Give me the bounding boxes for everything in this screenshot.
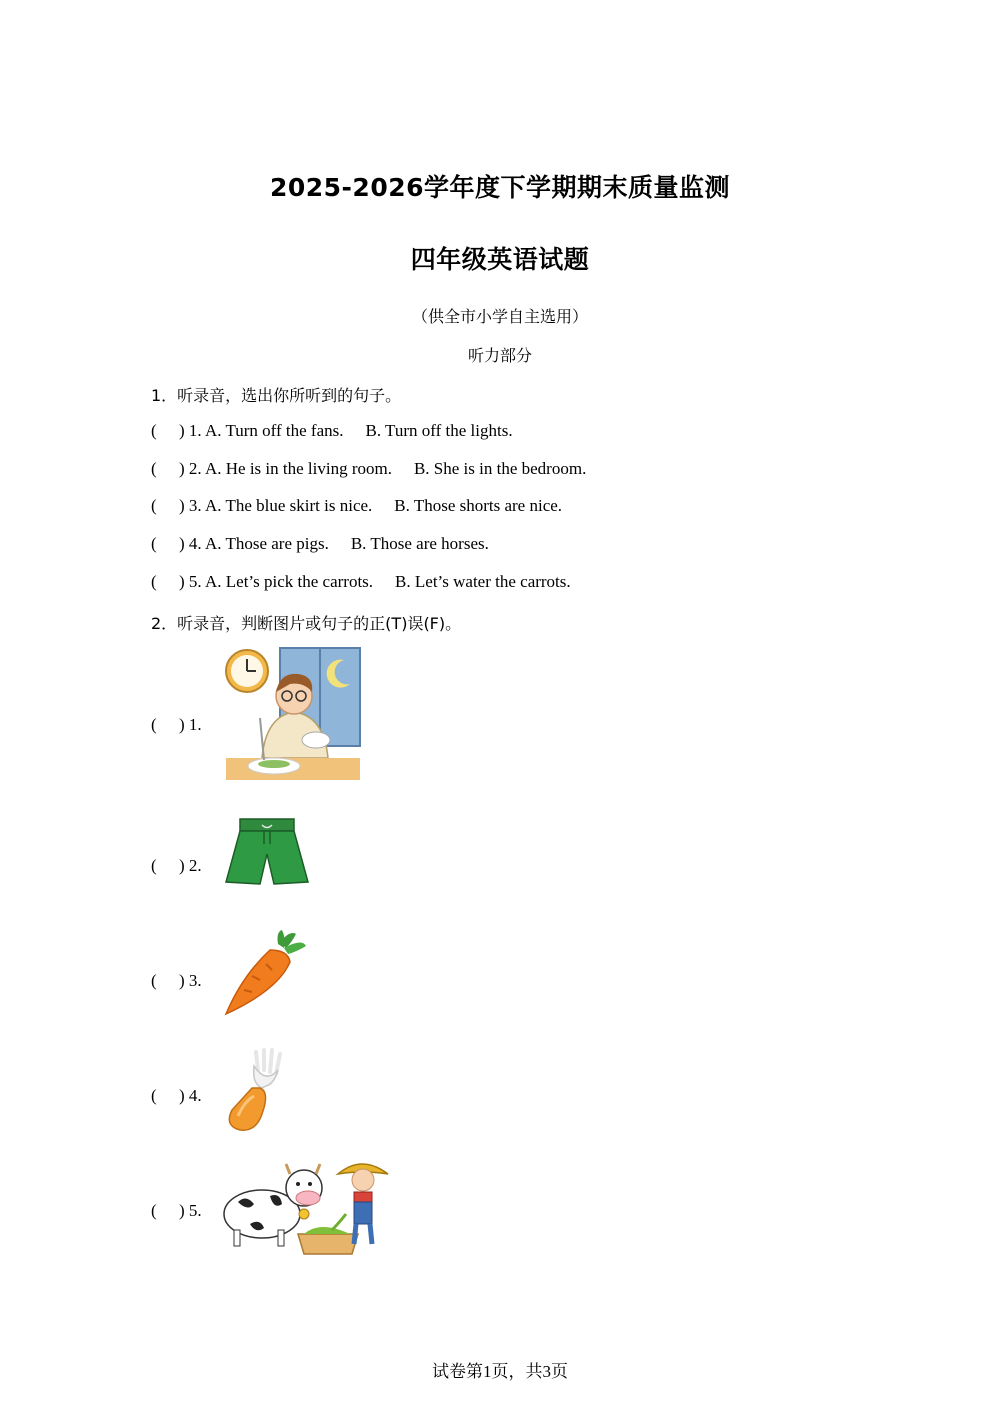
option-a: A. Those are pigs. bbox=[204, 534, 329, 553]
fork-icon bbox=[222, 1044, 286, 1134]
q2-item-3: ( ) 3. bbox=[151, 971, 202, 990]
q1-item-4: ( ) 4. A. Those are pigs. B. Those are horses. bbox=[151, 534, 489, 553]
option-b: B. Turn off the lights. bbox=[365, 421, 513, 440]
option-a: A. Let’s pick the carrots. bbox=[204, 572, 374, 591]
option-b: B. Those are horses. bbox=[350, 534, 489, 553]
section-heading: 听力部分 bbox=[467, 346, 532, 365]
option-b: B. Those shorts are nice. bbox=[394, 496, 563, 515]
green-shorts-icon bbox=[222, 816, 312, 888]
answer-bracket[interactable]: ( bbox=[151, 971, 157, 990]
title-line-2: 四年级英语试题 bbox=[410, 245, 590, 274]
answer-bracket[interactable]: ( bbox=[151, 459, 157, 478]
answer-bracket[interactable]: ( bbox=[151, 856, 157, 875]
boy-eating-dinner-icon bbox=[224, 646, 362, 782]
option-a: A. The blue skirt is nice. bbox=[204, 496, 373, 515]
q2-instruction: 2．听录音，判断图片或句子的正(T)误(F)。 bbox=[151, 614, 462, 633]
page-footer: 试卷第1页，共3页 bbox=[432, 1362, 568, 1381]
usage-note: （供全市小学自主选用） bbox=[411, 307, 588, 326]
carrot-icon bbox=[222, 928, 308, 1016]
q1-item-2: ( ) 2. A. He is in the living room. B. She is in the bedroom. bbox=[151, 459, 587, 478]
option-a: A. He is in the living room. bbox=[204, 459, 392, 478]
answer-bracket[interactable]: ( bbox=[151, 572, 157, 591]
option-b: B. She is in the bedroom. bbox=[413, 459, 587, 478]
answer-bracket[interactable]: ( bbox=[151, 496, 157, 515]
q2-item-4: ( ) 4. bbox=[151, 1086, 202, 1105]
answer-bracket[interactable]: ( bbox=[151, 421, 157, 440]
q1-item-5: ( ) 5. A. Let’s pick the carrots. B. Let’s water the carrots. bbox=[151, 572, 571, 591]
answer-bracket[interactable]: ( bbox=[151, 1201, 157, 1220]
q1-instruction: 1．听录音，选出你所听到的句子。 bbox=[151, 386, 402, 405]
option-a: A. Turn off the fans. bbox=[204, 421, 344, 440]
option-b: B. Let’s water the carrots. bbox=[395, 572, 571, 591]
q2-item-1: ( ) 1. bbox=[151, 715, 202, 734]
farmer-feeding-cow-icon bbox=[220, 1154, 392, 1258]
q1-item-1: ( ) 1. A. Turn off the fans. B. Turn off the lights. bbox=[151, 421, 513, 440]
answer-bracket[interactable]: ( bbox=[151, 534, 157, 553]
q2-item-2: ( ) 2. bbox=[151, 856, 202, 875]
answer-bracket[interactable]: ( bbox=[151, 715, 157, 734]
q2-item-5: ( ) 5. bbox=[151, 1201, 202, 1220]
q1-item-3: ( ) 3. A. The blue skirt is nice. B. Those shorts are nice. bbox=[151, 496, 563, 515]
answer-bracket[interactable]: ( bbox=[151, 1086, 157, 1105]
title-line-1: 2025-2026学年度下学期期末质量监测 bbox=[269, 173, 731, 202]
